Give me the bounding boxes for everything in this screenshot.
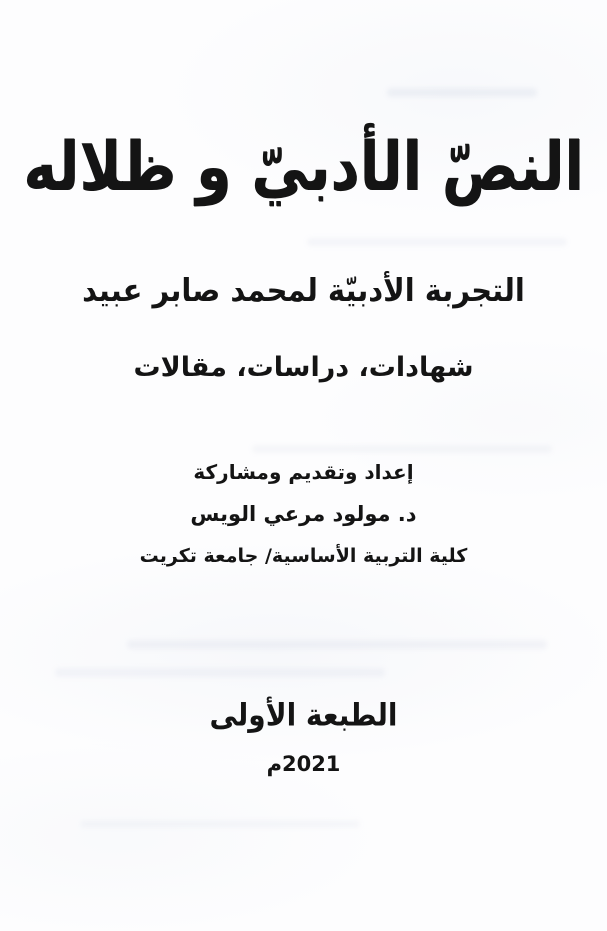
ink-bleedthrough-artifact — [387, 88, 537, 97]
edition-statement: الطبعة الأولى — [209, 697, 398, 734]
editor-name: د. مولود مرعي الويس — [190, 502, 417, 526]
ink-bleedthrough-artifact — [307, 238, 567, 246]
ink-bleedthrough-artifact — [55, 668, 385, 677]
book-title: النصّ الأدبيّ و ظلاله — [23, 128, 584, 206]
ink-bleedthrough-artifact — [80, 820, 360, 828]
ink-bleedthrough-artifact — [252, 445, 552, 453]
preparation-credit-label: إعداد وتقديم ومشاركة — [193, 460, 414, 484]
ink-bleedthrough-artifact — [127, 640, 547, 649]
genre-line: شهادات، دراسات، مقالات — [133, 352, 474, 383]
book-subtitle: التجربة الأدبيّة لمحمد صابر عبيد — [82, 272, 525, 309]
publication-year: 2021م — [266, 752, 341, 776]
editor-affiliation: كلية التربية الأساسية/ جامعة تكريت — [139, 545, 468, 567]
